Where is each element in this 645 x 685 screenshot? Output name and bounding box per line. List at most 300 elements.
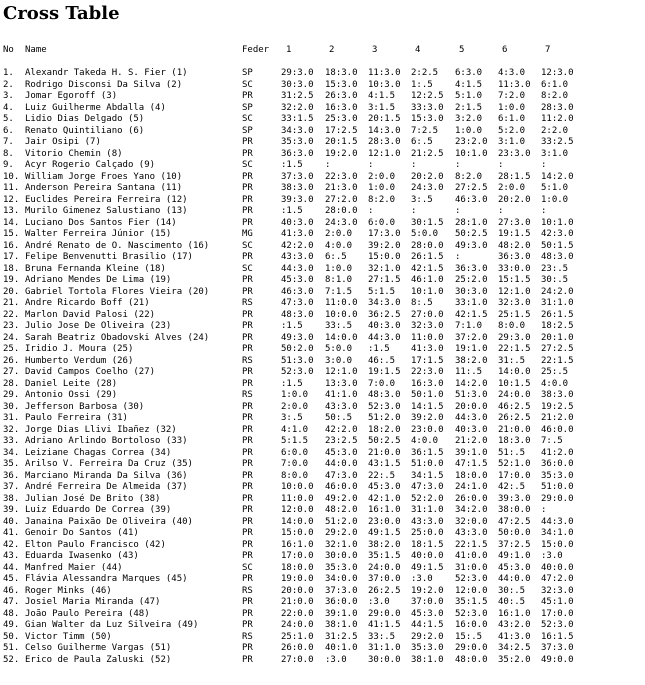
round-4-result: 1:.5: [411, 79, 433, 90]
round-7-result: 24:2.0: [541, 286, 574, 297]
round-4-result: 27:0.0: [411, 309, 444, 320]
table-row: [3, 389, 643, 401]
round-3-result: 26:2.5: [368, 585, 401, 596]
round-3-result: 42:1.0: [368, 493, 401, 504]
table-row: [3, 562, 643, 574]
round-3-result: 30:0.0: [368, 654, 401, 665]
player-federation: PR: [242, 217, 253, 228]
player-number: 36.: [3, 470, 20, 481]
round-7-result: 10:1.0: [541, 217, 574, 228]
round-6-result: 43:2.0: [498, 620, 531, 630]
player-name: Victor Timm (50): [25, 631, 112, 642]
round-3-result: 51:2.0: [368, 413, 401, 423]
round-7-result: 28:3.0: [541, 102, 574, 113]
round-3-result: 40:3.0: [368, 321, 401, 331]
player-federation: SC: [242, 240, 253, 251]
player-number: 12.: [3, 194, 20, 205]
round-1-result: 4:1.0: [281, 424, 309, 435]
player-number: 33.: [3, 436, 20, 446]
round-5-result: 27:2.5: [455, 183, 488, 193]
round-3-result: 22:.5: [368, 470, 396, 481]
round-3-result: 5:1.5: [368, 286, 396, 297]
round-7-result: 5:1.0: [541, 183, 569, 193]
round-7-result: 16:1.5: [541, 631, 574, 642]
round-2-result: 13:3.0: [325, 378, 358, 389]
player-federation: PR: [242, 367, 253, 377]
round-4-result: 35:3.0: [411, 643, 444, 653]
round-1-result: 32:2.0: [281, 102, 314, 113]
player-federation: RS: [242, 298, 253, 308]
player-name: Manfred Maier (44): [25, 562, 123, 573]
round-2-result: 36:0.0: [325, 597, 358, 607]
player-name: Elton Paulo Francisco (42): [25, 539, 166, 550]
round-4-result: 50:1.0: [411, 390, 444, 400]
table-row: [3, 274, 643, 286]
round-6-result: 23:3.0: [498, 148, 531, 159]
player-name: André Ferreira De Almeida (37): [25, 482, 188, 492]
round-7-result: 29:0.0: [541, 493, 574, 504]
round-3-result: 7:0.0: [368, 378, 396, 389]
player-name: Adriano Arlindo Bortoloso (33): [25, 436, 188, 446]
round-4-result: 43:3.0: [411, 516, 444, 527]
table-row: [3, 412, 643, 424]
round-1-result: 46:3.0: [281, 286, 314, 297]
round-4-result: 37:0.0: [411, 597, 444, 607]
round-4-result: :: [411, 206, 417, 216]
round-5-result: 41:0.0: [455, 551, 488, 561]
player-federation: PR: [242, 275, 253, 285]
player-number: 31.: [3, 413, 20, 423]
round-4-result: 42:1.5: [411, 263, 444, 274]
player-federation: RS: [242, 631, 253, 642]
round-7-result: 36:0.0: [541, 459, 574, 469]
player-number: 28.: [3, 378, 20, 389]
round-6-result: 45:3.0: [498, 562, 531, 573]
round-2-result: 18:3.0: [325, 68, 358, 78]
round-4-result: 36:1.5: [411, 447, 444, 458]
round-3-result: 41:1.5: [368, 620, 401, 630]
round-1-result: 41:3.0: [281, 229, 314, 239]
player-number: 13.: [3, 206, 20, 216]
round-3-result: 24:0.0: [368, 562, 401, 573]
page-title: Cross Table: [3, 3, 120, 24]
round-6-result: 38:0.0: [498, 505, 531, 515]
round-6-result: 48:2.0: [498, 240, 531, 251]
round-4-result: 45:3.0: [411, 608, 444, 619]
player-federation: PR: [242, 470, 253, 481]
round-2-result: 3:0.0: [325, 355, 353, 366]
round-6-result: 29:3.0: [498, 332, 531, 343]
round-6-result: 51:.5: [498, 447, 526, 458]
round-5-result: 33:1.0: [455, 298, 488, 308]
round-2-result: 19:2.0: [325, 148, 358, 159]
player-number: 6.: [3, 125, 14, 136]
player-number: 23.: [3, 321, 20, 331]
round-5-result: 26:0.0: [455, 493, 488, 504]
round-4-result: 20:2.0: [411, 171, 444, 182]
round-5-result: 24:1.0: [455, 482, 488, 492]
round-3-result: 20:1.5: [368, 114, 401, 124]
table-row: [3, 171, 643, 183]
round-1-result: 8:0.0: [281, 470, 309, 481]
player-number: 47.: [3, 597, 20, 607]
player-name: Vitorio Chemin (8): [25, 148, 123, 159]
round-5-result: 18:0.0: [455, 470, 488, 481]
round-1-result: 38:3.0: [281, 183, 314, 193]
round-7-result: 38:3.0: [541, 390, 574, 400]
round-6-result: 16:1.0: [498, 608, 531, 619]
player-number: 29.: [3, 390, 20, 400]
header-round-4: 4: [415, 45, 421, 55]
round-1-result: 36:3.0: [281, 148, 314, 159]
round-7-result: :: [541, 206, 547, 216]
round-5-result: 37:2.0: [455, 332, 488, 343]
player-federation: PR: [242, 252, 253, 262]
table-row: [3, 378, 643, 390]
round-7-result: 45:1.0: [541, 597, 574, 607]
round-7-result: 48:3.0: [541, 252, 574, 262]
round-5-result: 30:3.0: [455, 286, 488, 297]
player-federation: PR: [242, 620, 253, 630]
round-6-result: 2:0.0: [498, 183, 526, 193]
table-row: [3, 550, 643, 562]
round-7-result: 1:0.0: [541, 194, 569, 205]
round-5-result: 43:3.0: [455, 528, 488, 538]
round-2-result: 29:2.0: [325, 528, 358, 538]
round-7-result: 19:2.5: [541, 401, 574, 412]
round-6-result: 37:2.5: [498, 539, 531, 550]
player-number: 5.: [3, 114, 14, 124]
table-row: [3, 596, 643, 608]
round-4-result: 11:0.0: [411, 332, 444, 343]
player-federation: PR: [242, 551, 253, 561]
round-7-result: 18:2.5: [541, 321, 574, 331]
round-7-result: 32:3.0: [541, 585, 574, 596]
player-name: William Jorge Froes Yano (10): [25, 171, 183, 182]
player-name: Lidio Dias Delgado (5): [25, 114, 145, 124]
round-4-result: 52:2.0: [411, 493, 444, 504]
round-2-result: 43:3.0: [325, 401, 358, 412]
round-4-result: 14:1.5: [411, 401, 444, 412]
round-7-result: :3.0: [541, 551, 563, 561]
header-round-1: 1: [286, 45, 292, 55]
round-3-result: 39:2.0: [368, 240, 401, 251]
round-3-result: 37:0.0: [368, 574, 401, 584]
player-number: 46.: [3, 585, 20, 596]
round-1-result: 30:3.0: [281, 79, 314, 90]
round-2-result: 40:1.0: [325, 643, 358, 653]
player-federation: PR: [242, 424, 253, 435]
player-name: Marlon David Palosi (22): [25, 309, 156, 320]
round-5-result: 48:0.0: [455, 654, 488, 665]
player-federation: PR: [242, 378, 253, 389]
table-row: [3, 159, 643, 171]
table-row: [3, 332, 643, 344]
player-number: 37.: [3, 482, 20, 492]
table-row: [3, 136, 643, 148]
round-4-result: 19:2.0: [411, 585, 444, 596]
round-4-result: 46:1.0: [411, 275, 444, 285]
table-row: [3, 447, 643, 459]
round-7-result: 52:3.0: [541, 620, 574, 630]
round-5-result: 38:2.0: [455, 355, 488, 366]
player-name: Gian Walter da Luz Silveira (49): [25, 620, 199, 630]
round-1-result: 26:0.0: [281, 643, 314, 653]
round-2-result: :3.0: [325, 654, 347, 665]
round-3-result: 38:2.0: [368, 539, 401, 550]
round-3-result: 29:0.0: [368, 608, 401, 619]
round-6-result: 11:3.0: [498, 79, 531, 90]
round-6-result: 14:0.0: [498, 367, 531, 377]
player-federation: PR: [242, 459, 253, 469]
round-5-result: 5:1.0: [455, 91, 483, 101]
round-4-result: 32:3.0: [411, 321, 444, 331]
player-federation: PR: [242, 643, 253, 653]
round-3-result: 11:3.0: [368, 68, 401, 78]
cross-table: [3, 67, 643, 665]
round-7-result: 42:3.0: [541, 229, 574, 239]
round-3-result: 45:3.0: [368, 482, 401, 492]
round-7-result: 46:0.0: [541, 424, 574, 435]
player-name: Flávia Alessandra Marques (45): [25, 574, 188, 584]
round-1-result: :1.5: [281, 378, 303, 389]
player-name: Euclides Pereira Ferreira (12): [25, 194, 188, 205]
player-federation: SP: [242, 102, 253, 113]
table-row: [3, 631, 643, 643]
player-name: Gabriel Tortola Flores Vieira (20): [25, 286, 210, 297]
round-1-result: :1.5: [281, 160, 303, 170]
round-5-result: 10:1.0: [455, 148, 488, 159]
player-number: 21.: [3, 298, 20, 308]
player-federation: PR: [242, 654, 253, 665]
player-number: 48.: [3, 608, 20, 619]
round-4-result: :: [411, 160, 417, 170]
player-number: 41.: [3, 528, 20, 538]
player-federation: RS: [242, 390, 253, 400]
round-2-result: 10:0.0: [325, 309, 358, 320]
round-6-result: 49:1.0: [498, 551, 531, 561]
player-federation: PR: [242, 401, 253, 412]
round-3-result: 19:1.5: [368, 367, 401, 377]
round-5-result: 1:0.0: [455, 125, 483, 136]
round-3-result: 12:1.0: [368, 148, 401, 159]
round-5-result: 21:2.0: [455, 436, 488, 446]
player-name: André Renato de O. Nascimento (16): [25, 240, 210, 251]
round-2-result: 20:1.5: [325, 137, 358, 147]
round-7-result: 17:0.0: [541, 608, 574, 619]
player-federation: PR: [242, 344, 253, 354]
round-5-result: 50:2.5: [455, 229, 488, 239]
round-4-result: 6:.5: [411, 137, 433, 147]
round-6-result: 19:1.5: [498, 229, 531, 239]
round-2-result: 16:3.0: [325, 102, 358, 113]
round-2-result: 27:2.0: [325, 194, 358, 205]
player-name: Andre Ricardo Boff (21): [25, 298, 150, 308]
round-2-result: 7:1.5: [325, 286, 353, 297]
round-5-result: 39:1.0: [455, 447, 488, 458]
round-7-result: 4:0.0: [541, 378, 569, 389]
table-row: [3, 240, 643, 252]
round-2-result: 24:3.0: [325, 217, 358, 228]
player-federation: PR: [242, 482, 253, 492]
round-4-result: 31:1.0: [411, 505, 444, 515]
player-number: 7.: [3, 137, 14, 147]
round-6-result: 28:1.5: [498, 171, 531, 182]
round-2-result: 28:0.0: [325, 206, 358, 216]
player-number: 15.: [3, 229, 20, 239]
player-number: 18.: [3, 263, 20, 274]
round-1-result: 24:0.0: [281, 620, 314, 630]
round-2-result: 8:1.0: [325, 275, 353, 285]
round-3-result: 34:3.0: [368, 298, 401, 308]
table-row: [3, 355, 643, 367]
round-6-result: 41:3.0: [498, 631, 531, 642]
round-4-result: 44:1.5: [411, 620, 444, 630]
round-2-result: 1:0.0: [325, 263, 353, 274]
round-6-result: 12:1.0: [498, 286, 531, 297]
round-5-result: 51:3.0: [455, 390, 488, 400]
round-6-result: 21:0.0: [498, 424, 531, 435]
player-name: Luciano Dos Santos Fier (14): [25, 217, 177, 228]
round-3-result: 4:1.5: [368, 91, 396, 101]
player-name: João Paulo Pereira (48): [25, 608, 150, 619]
player-federation: PR: [242, 574, 253, 584]
player-number: 4.: [3, 102, 14, 113]
round-6-result: 32:3.0: [498, 298, 531, 308]
round-4-result: 24:3.0: [411, 183, 444, 193]
round-1-result: 44:3.0: [281, 263, 314, 274]
round-3-result: 28:3.0: [368, 137, 401, 147]
round-3-result: 50:2.5: [368, 436, 401, 446]
round-1-result: 14:0.0: [281, 516, 314, 527]
round-6-result: :: [498, 160, 504, 170]
player-number: 42.: [3, 539, 20, 550]
player-federation: SP: [242, 68, 253, 78]
table-row: [3, 67, 643, 79]
player-number: 32.: [3, 424, 20, 435]
round-2-result: 2:0.0: [325, 229, 353, 239]
round-2-result: 32:1.0: [325, 539, 358, 550]
round-3-result: 15:0.0: [368, 252, 401, 262]
round-2-result: 25:3.0: [325, 114, 358, 124]
round-2-result: 48:2.0: [325, 505, 358, 515]
round-1-result: 42:2.0: [281, 240, 314, 251]
round-6-result: 31:.5: [498, 355, 526, 366]
player-number: 14.: [3, 217, 20, 228]
round-1-result: 49:3.0: [281, 332, 314, 343]
round-1-result: 45:3.0: [281, 275, 314, 285]
player-number: 16.: [3, 240, 20, 251]
player-number: 26.: [3, 355, 20, 366]
player-federation: SC: [242, 79, 253, 90]
round-3-result: 2:0.0: [368, 171, 396, 182]
round-4-result: 49:1.5: [411, 562, 444, 573]
player-name: Julian José De Brito (38): [25, 493, 161, 504]
round-7-result: 11:2.0: [541, 114, 574, 124]
round-7-result: 14:2.0: [541, 171, 574, 182]
player-name: Felipe Benvenutti Brasilio (17): [25, 252, 193, 262]
round-4-result: 47:3.0: [411, 482, 444, 492]
round-2-result: 38:1.0: [325, 620, 358, 630]
round-3-result: :1.5: [368, 344, 390, 354]
player-federation: PR: [242, 413, 253, 423]
player-number: 44.: [3, 562, 20, 573]
table-row: [3, 481, 643, 493]
round-7-result: 50:1.5: [541, 240, 574, 251]
round-3-result: 3:1.5: [368, 102, 396, 113]
round-5-result: 47:1.5: [455, 459, 488, 469]
round-6-result: 10:1.5: [498, 378, 531, 389]
table-row: [3, 573, 643, 585]
round-2-result: 23:2.5: [325, 436, 358, 446]
round-4-result: 21:2.5: [411, 148, 444, 159]
round-2-result: 22:3.0: [325, 171, 358, 182]
player-federation: MG: [242, 229, 253, 239]
round-4-result: 10:1.0: [411, 286, 444, 297]
round-3-result: 52:3.0: [368, 401, 401, 412]
round-5-result: 2:1.5: [455, 102, 483, 113]
round-6-result: 30:.5: [498, 585, 526, 596]
round-2-result: 46:0.0: [325, 482, 358, 492]
player-federation: PR: [242, 608, 253, 619]
table-row: [3, 642, 643, 654]
round-4-result: 23:0.0: [411, 424, 444, 435]
round-2-result: 49:2.0: [325, 493, 358, 504]
player-number: 20.: [3, 286, 20, 297]
round-3-result: 32:1.0: [368, 263, 401, 274]
table-row: [3, 585, 643, 597]
round-1-result: 48:3.0: [281, 309, 314, 320]
table-row: [3, 527, 643, 539]
round-6-result: 17:0.0: [498, 470, 531, 481]
table-row: [3, 297, 643, 309]
round-6-result: :: [498, 206, 504, 216]
round-4-result: 41:3.0: [411, 344, 444, 354]
player-name: Jair Osipi (7): [25, 137, 101, 147]
round-7-result: :: [541, 505, 547, 515]
player-name: Jefferson Barbosa (30): [25, 401, 145, 412]
round-7-result: 6:1.0: [541, 79, 569, 90]
round-1-result: :1.5: [281, 321, 303, 331]
round-1-result: 25:1.0: [281, 631, 314, 642]
round-3-result: 33:.5: [368, 631, 396, 642]
player-federation: SC: [242, 160, 253, 170]
round-3-result: 36:2.5: [368, 309, 401, 320]
round-3-result: 27:1.5: [368, 275, 401, 285]
round-5-result: 29:0.0: [455, 643, 488, 653]
player-number: 9.: [3, 160, 14, 170]
player-name: Rodrigo Disconsi Da Silva (2): [25, 79, 183, 90]
player-number: 19.: [3, 275, 20, 285]
round-3-result: 35:1.5: [368, 551, 401, 561]
player-number: 35.: [3, 459, 20, 469]
round-5-result: :: [455, 206, 461, 216]
round-7-result: 33:2.5: [541, 137, 574, 147]
round-1-result: 17:0.0: [281, 551, 314, 561]
round-5-result: 15:.5: [455, 631, 483, 642]
round-3-result: 6:0.0: [368, 217, 396, 228]
round-5-result: 3:2.0: [455, 114, 483, 124]
player-federation: PR: [242, 516, 253, 527]
round-4-result: 25:0.0: [411, 528, 444, 538]
player-federation: PR: [242, 528, 253, 538]
round-2-result: 33:.5: [325, 321, 353, 331]
player-federation: PR: [242, 539, 253, 550]
round-6-result: 15:1.5: [498, 275, 531, 285]
round-1-result: 40:3.0: [281, 217, 314, 228]
player-number: 38.: [3, 493, 20, 504]
round-4-result: 51:0.0: [411, 459, 444, 469]
